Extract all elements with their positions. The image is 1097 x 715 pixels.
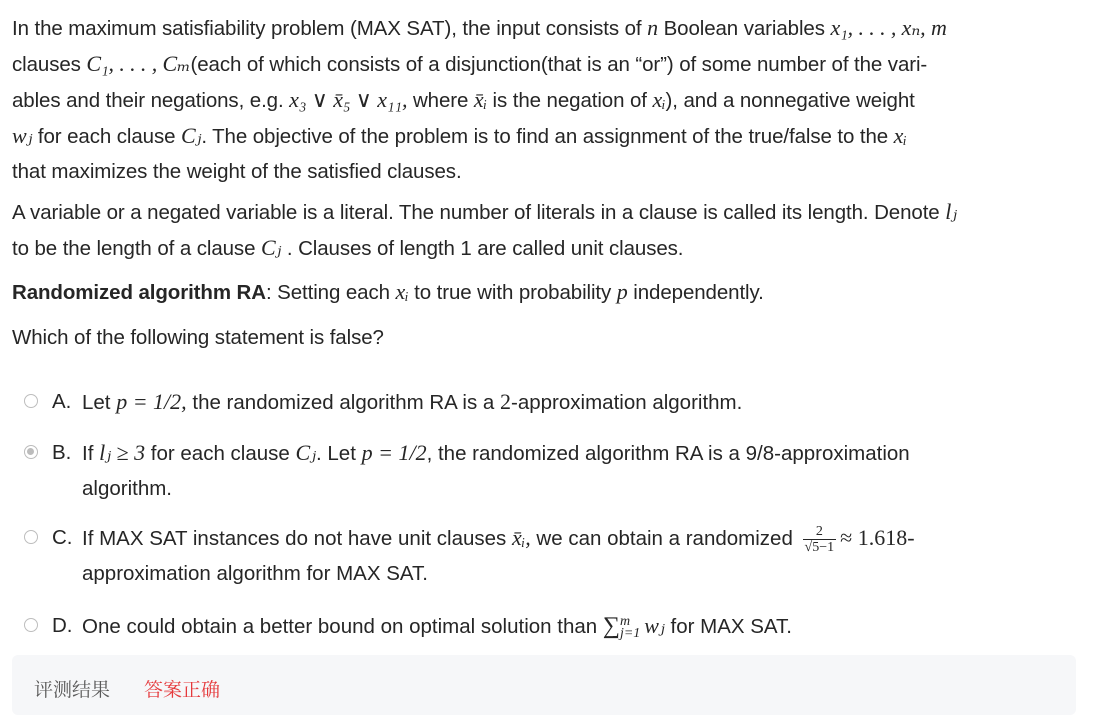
problem-paragraph-1: In the maximum satisfiability problem (MAX SAT), the input consists of n Boolean variables x₁, . . . , xₙ, m clauses C₁, . . . , Cₘ(each of which consists of a disjunction(that is an “or”) of some number of the vari- ables and their negations, e.g. x₃ ∨ x̄₅ ∨ x₁₁, where x̄ᵢ is the negation of xᵢ), and a nonnegative weight wⱼ for each clause Cⱼ. The objective of the problem is to find an assignment of the true/false to the xᵢ that maximizes the weight of the satisfied clauses.: [12, 15, 947, 183]
option-a-text: Let p = 1/2, the randomized algorithm RA is a 2-approximation algorithm.: [82, 389, 743, 414]
algorithm-name: Randomized algorithm RA: [12, 281, 266, 304]
radio-c[interactable]: [24, 530, 38, 544]
option-letter: A.: [52, 390, 72, 413]
result-value: 答案正确: [144, 680, 221, 701]
option-c[interactable]: [24, 520, 1084, 591]
result-label: 评测结果: [34, 680, 111, 701]
radio-a[interactable]: [24, 394, 38, 408]
option-b[interactable]: [24, 435, 1084, 506]
question-text: Which of the following statement is false?: [12, 326, 384, 349]
option-d[interactable]: [24, 608, 1084, 644]
evaluation-result-bar: [12, 655, 1076, 715]
summation: ∑: [602, 613, 620, 639]
option-letter: B.: [52, 441, 72, 464]
option-a[interactable]: [24, 384, 1084, 420]
problem-paragraph-2: A variable or a negated variable is a literal. The number of literals in a clause is called its length. Denote lⱼ to be the length of a clause Cⱼ . Clauses of length 1 are called unit clauses.: [12, 199, 957, 260]
radio-d[interactable]: [24, 618, 38, 632]
radio-b[interactable]: [24, 445, 38, 459]
option-b-text: If lⱼ ≥ 3 for each clause Cⱼ. Let p = 1/2, the randomized algorithm RA is a 9/8-approximation algorithm.: [82, 440, 910, 500]
golden-ratio-fraction: $\frac{2}{√5-1}$: [804, 524, 835, 556]
option-c-text: If MAX SAT instances do not have unit clauses x̄ᵢ, we can obtain a randomized $\frac{2}{√5-1}$ ≈ 1.618- approximation algorithm for MAX SAT.: [82, 524, 915, 585]
option-d-text: One could obtain a better bound on optimal solution than ∑ m j=1 wⱼ for MAX SAT.: [82, 613, 793, 641]
option-letter: C.: [52, 526, 73, 549]
option-letter: D.: [52, 614, 73, 637]
algorithm-definition: Randomized algorithm RA: Setting each xᵢ to true with probability p independently.: [12, 279, 764, 304]
